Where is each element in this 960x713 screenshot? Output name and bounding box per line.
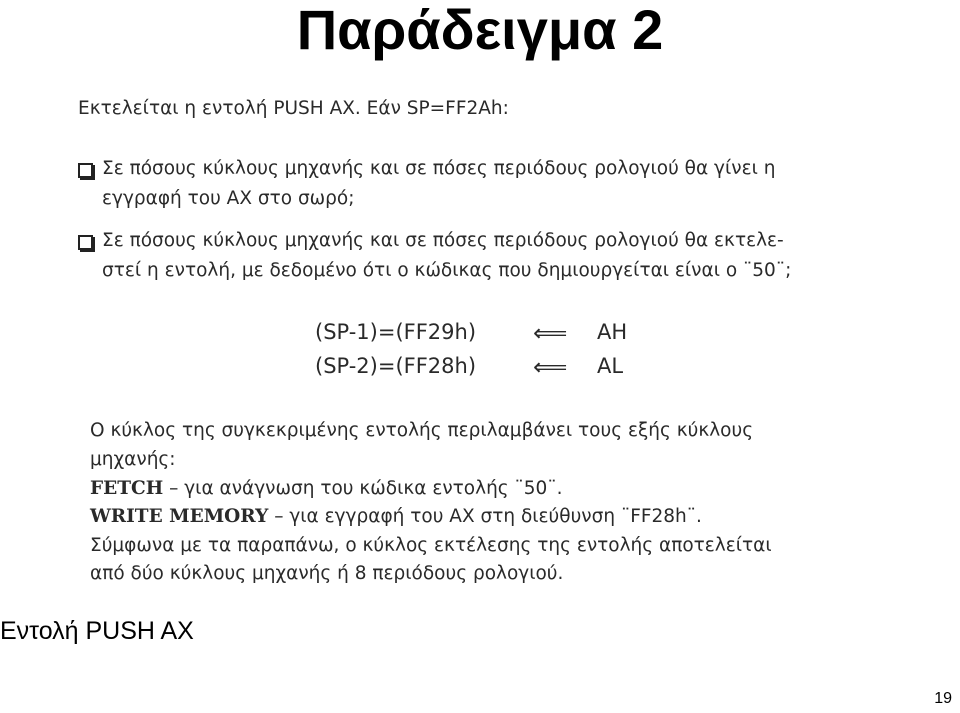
write-cycle-line — [90, 506, 880, 527]
write-memory-term: WRITE MEMORY — [90, 506, 269, 527]
formula-expression: (SP-1)=(FF29h) — [315, 320, 477, 344]
checkbox-bullet-icon — [78, 163, 93, 178]
stack-formula — [315, 354, 655, 384]
formula-register: AH — [597, 320, 628, 344]
question-line: στεί η εντολή, με δεδομένο ότι ο κώδικας που δημιουργείται είναι ο ¨50¨; — [102, 260, 792, 281]
fetch-term: FETCH — [90, 478, 164, 499]
page-number: 19 — [934, 690, 952, 707]
intro-text: Εκτελείται η εντολή PUSH AX. Εάν SP=FF2Ah: — [78, 98, 509, 119]
explanation-line: Σύμφωνα με τα παραπάνω, ο κύκλος εκτέλεσης της εντολής αποτελείται — [90, 535, 772, 556]
write-description: – για εγγραφή του AX στη διεύθυνση ¨FF28h¨. — [268, 506, 702, 527]
question-line: Σε πόσους κύκλους μηχανής και σε πόσες περιόδους ρολογιού θα εκτελε- — [102, 230, 784, 251]
fetch-description: – για ανάγνωση του κώδικα εντολής ¨50¨. — [163, 478, 563, 499]
formula-expression: (SP-2)=(FF28h) — [315, 354, 477, 378]
stack-formula — [315, 320, 655, 350]
slide-caption: Εντολή PUSH AX — [0, 617, 194, 645]
question-line: Σε πόσους κύκλους μηχανής και σε πόσες περιόδους ρολογιού θα γίνει η — [102, 158, 776, 179]
formula-register: AL — [597, 354, 624, 378]
slide-title: Παράδειγμα 2 — [296, 0, 664, 61]
left-arrow-icon: ⟸ — [533, 353, 568, 381]
explanation-line: μηχανής: — [90, 449, 176, 470]
explanation-line: Ο κύκλος της συγκεκριμένης εντολής περιλαμβάνει τους εξής κύκλους — [90, 420, 754, 441]
left-arrow-icon: ⟸ — [533, 319, 568, 347]
explanation-line: από δύο κύκλους μηχανής ή 8 περιόδους ρολογιού. — [90, 563, 564, 584]
checkbox-bullet-icon — [78, 235, 93, 250]
fetch-cycle-line — [90, 478, 880, 499]
question-line: εγγραφή του AX στο σωρό; — [102, 188, 355, 209]
